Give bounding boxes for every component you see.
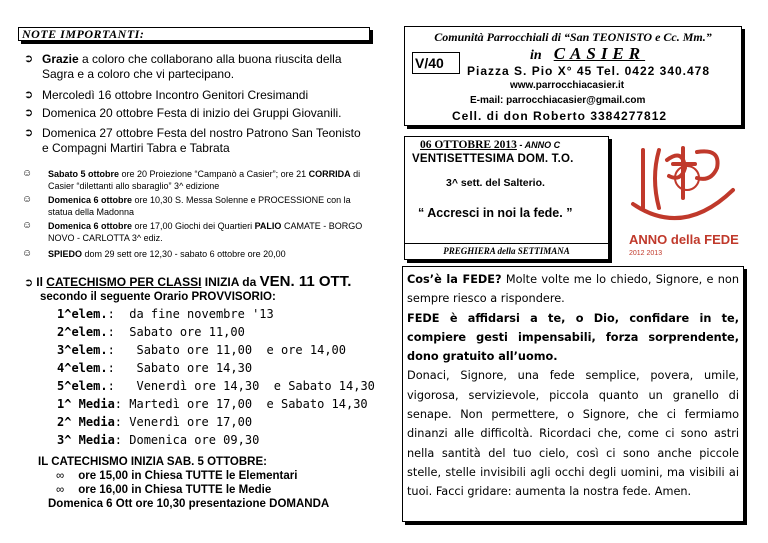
prayer-text: Cos’è la FEDE? Molte volte me lo chiedo, Signore, e non sempre riesco a rispondere. FEDE è affidarsi a te, o Dio, confidare in te, compiere gesti impensabili, forza sorprendente, dono gratuito all’uomo. Donaci, Signore, una fede semplice, povera, umile, vigorosa, servizievole, piccola quanto un granello di senape. Non permettere, o Signore, che ci fermiamo dinanzi alle difficoltà. Ricordaci che, come ci sono astri nella santità del tuo cielo, così ci sono anche piccole stelle, stelle invisibili agli occhi degli uomini, ma visibili ai tuoi. Facci gridare: aumenta la nostra fede. Amen.: [402, 266, 744, 522]
arrow-icon: ➲: [24, 53, 34, 65]
event-item: ☺ SPIEDO dom 29 sett ore 12,30 - sabato 6 ottobre ore 20,00: [22, 248, 286, 259]
town-title: in CASIER: [530, 44, 646, 63]
logo-years: 2012 2013: [629, 250, 663, 257]
schedule-row: 1^ Media: Martedì ore 17,00 e Sabato 14,30: [57, 397, 368, 411]
arrow-icon: ➲: [24, 107, 34, 119]
start-item: ∞ ore 15,00 in Chiesa TUTTE le Elementari: [56, 470, 298, 482]
year-of-faith-logo: [625, 138, 741, 258]
note-item: ➲ Domenica 20 ottobre Festa di inizio dei Gruppi Giovanili.: [24, 106, 342, 120]
liturgy-theme: “ Accresci in noi la fede. ”: [418, 206, 573, 220]
email-link[interactable]: E-mail: parrocchiacasier@gmail.com: [470, 95, 646, 106]
smiley-icon: ☺: [22, 168, 33, 179]
start-item: ∞ ore 16,00 in Chiesa TUTTE le Medie: [56, 484, 272, 496]
event-item: ☺ Sabato 5 ottobre ore 20 Proiezione “Campanò a Casier”; ore 21 CORRIDA di Casier “dilettanti allo sbaraglio” 3^ edizione: [22, 168, 361, 191]
schedule-row: 5^elem.: Venerdì ore 14,30 e Sabato 14,30: [57, 379, 375, 393]
schedule-row: 1^elem.: da fine novembre '13: [57, 307, 274, 321]
smiley-icon: ☺: [22, 248, 33, 259]
catechism-heading: ➲ Il CATECHISMO PER CLASSI INIZIA da VEN. 11 OTT.: [24, 273, 352, 290]
liturgy-sunday: VENTISETTESIMA DOM. T.O.: [412, 153, 574, 165]
note-item: ➲ Domenica 27 ottobre Festa del nostro Patrono San Teonisto e Compagni Martiri Tabra e Tabrata: [24, 126, 361, 155]
schedule-row: 3^elem.: Sabato ore 11,00 e ore 14,00: [57, 343, 346, 357]
prayer-label: PREGHIERA della SETTIMANA: [404, 243, 609, 256]
arrow-icon: ➲: [24, 89, 34, 101]
logo-caption: ANNO della FEDE: [629, 232, 739, 247]
smiley-icon: ☺: [22, 220, 33, 231]
event-item: ☺ Domenica 6 ottobre ore 17,00 Giochi dei Quartieri PALIO CAMATE - BORGO NOVO - CARLOTTA 3^ ediz.: [22, 220, 363, 243]
volume-number: V/40: [412, 52, 460, 74]
event-item: ☺ Domenica 6 ottobre ore 10,30 S. Messa Solenne e PROCESSIONE con la statua della Madonna: [22, 194, 351, 217]
infinity-icon: ∞: [56, 470, 65, 482]
infinity-icon: ∞: [56, 484, 65, 496]
catechism-subtitle: secondo il seguente Orario PROVVISORIO:: [40, 291, 276, 303]
arrow-icon: ➲: [24, 127, 34, 139]
schedule-row: 4^elem.: Sabato ore 14,30: [57, 361, 253, 375]
note-item: ➲ Grazie a coloro che collaborano alla buona riuscita della Sagra e a coloro che vi partecipano.: [24, 52, 342, 81]
phone-number: Cell. di don Roberto 3384277812: [452, 109, 668, 123]
note-item: ➲ Mercoledì 16 ottobre Incontro Genitori Cresimandi: [24, 88, 309, 102]
sunday-note: Domenica 6 Ott ore 10,30 presentazione DOMANDA: [48, 498, 330, 510]
schedule-row: 3^ Media: Domenica ore 09,30: [57, 433, 260, 447]
notes-title: NOTE IMPORTANTI:: [22, 27, 145, 41]
schedule-row: 2^elem.: Sabato ore 11,00: [57, 325, 245, 339]
community-name: Comunità Parrocchiali di “San TEONISTO e Cc. Mm.”: [434, 30, 712, 44]
address: Piazza S. Pio X° 45 Tel. 0422 340.478: [467, 64, 711, 78]
catechism-start: IL CATECHISMO INIZIA SAB. 5 OTTOBRE:: [38, 456, 267, 468]
website-link[interactable]: www.parrocchiacasier.it: [510, 80, 625, 91]
schedule-row: 2^ Media: Venerdì ore 17,00: [57, 415, 253, 429]
psalter-week: 3^ sett. del Salterio.: [446, 177, 545, 189]
smiley-icon: ☺: [22, 194, 33, 205]
liturgy-date: 06 OTTOBRE 2013 - ANNO C: [420, 139, 561, 151]
